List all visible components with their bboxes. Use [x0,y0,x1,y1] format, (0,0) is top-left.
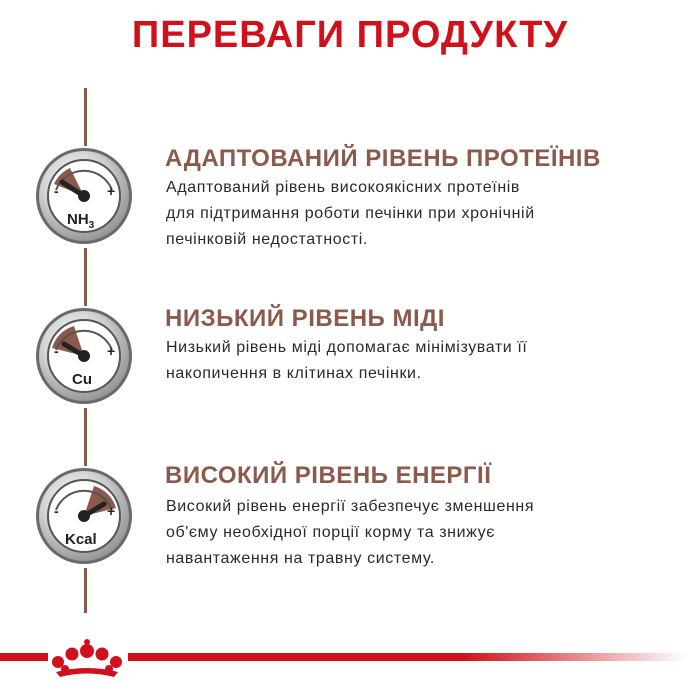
benefit-text-line: Адаптований рівень високоякісних протеїнів [166,179,521,196]
benefit-text-line: Низький рівень міді допомагає мінімізувати її [166,339,528,356]
footer-brand-line-left [0,653,50,661]
benefit-text-line: для підтримання роботи печінки при хронічній [166,205,535,222]
benefit-text-line: накопичення в клітинах печінки. [166,365,422,382]
cu-label: Cu [72,371,92,388]
svg-text:-: - [54,343,59,359]
svg-text:+: + [107,503,116,519]
page-title: ПЕРЕВАГИ ПРОДУКТУ [131,14,569,56]
footer-brand-line [128,653,688,661]
benefit-text-line: об'єму необхідної порції корму та знижує [166,524,496,541]
benefit-heading-energy: ВИСОКИЙ РІВЕНЬ ЕНЕРГІЇ [165,462,492,489]
benefit-text-energy [166,494,636,572]
royal-canin-crown-icon [48,636,126,680]
benefit-text-copper [166,335,636,387]
timeline-line-2 [84,408,87,466]
svg-text:-: - [54,503,59,519]
nh3-label: $NH_3$ [67,211,95,231]
benefit-text-line: Високий рівень енергії забезпечує зменшення [166,498,535,515]
timeline-line-bottom [84,568,87,613]
svg-text:+: + [107,183,116,199]
benefit-heading-protein: АДАПТОВАНИЙ РІВЕНЬ ПРОТЕЇНІВ [165,145,601,172]
benefit-text-line: навантаження на травну систему. [166,550,435,567]
nh3-gauge-icon [34,146,134,246]
kcal-label: Kcal [65,531,97,548]
timeline-line-1 [84,248,87,306]
benefit-text-protein [166,175,636,253]
svg-text:+: + [107,343,116,359]
benefit-heading-copper: НИЗЬКИЙ РІВЕНЬ МІДІ [165,305,445,332]
cu-gauge-icon [34,306,134,406]
timeline-line-top [84,88,87,146]
kcal-gauge-icon [34,466,134,566]
svg-text:-: - [54,183,59,199]
benefit-text-line: печінковій недостатності. [166,231,368,248]
